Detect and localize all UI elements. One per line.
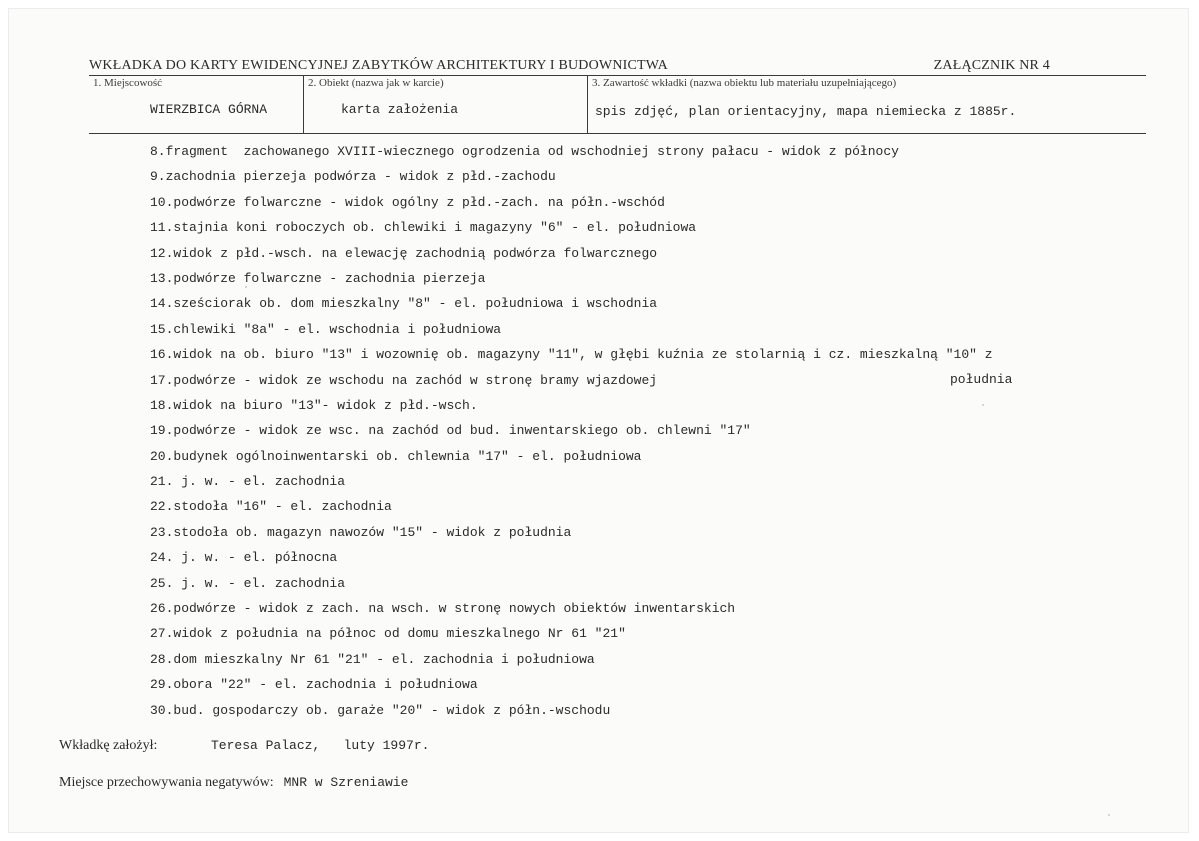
storage-value: MNR w Szreniawie xyxy=(283,775,409,790)
founder-label: Wkładkę założył: xyxy=(59,738,158,753)
list-item: 29.obora "22" - el. zachodnia i południowa xyxy=(150,677,478,693)
contents-cell xyxy=(587,76,1147,133)
object-value: karta założenia xyxy=(341,102,459,117)
list-item: 19.podwórze - widok ze wsc. na zachód od bud. inwentarskiego ob. chlewni "17" xyxy=(150,423,751,439)
list-item: 9.zachodnia pierzeja podwórza - widok z płd.-zachodu xyxy=(150,169,556,185)
list-item: 18.widok na biuro "13"- widok z płd.-wsch. xyxy=(150,397,478,413)
paper-speck xyxy=(982,404,984,406)
list-item: 13.podwórze folwarczne - zachodnia pierzeja xyxy=(150,270,486,286)
contents-label: 3. Zawartość wkładki (nazwa obiektu lub materiału uzupełniającego) xyxy=(592,77,897,89)
list-item: 23.stodoła ob. magazyn nawozów "15" - widok z południa xyxy=(150,524,572,540)
header-fields-table xyxy=(89,75,1146,134)
list-item: 24. j. w. - el. północna xyxy=(150,550,338,566)
list-item: 17.podwórze - widok ze wschodu na zachód w stronę bramy wjazdowej xyxy=(150,372,658,388)
document-sheet xyxy=(8,8,1189,833)
annex-number: ZAŁĄCZNIK NR 4 xyxy=(933,58,1050,73)
list-item: 10.podwórze folwarczne - widok ogólny z płd.-zach. na półn.-wschód xyxy=(150,194,665,210)
locality-cell xyxy=(89,76,303,133)
contents-value: spis zdjęć, plan orientacyjny, mapa niemiecka z 1885r. xyxy=(595,104,1017,119)
list-item: 21. j. w. - el. zachodnia xyxy=(150,474,346,490)
list-item: 22.stodoła "16" - el. zachodnia xyxy=(150,499,392,515)
photo-list xyxy=(150,143,1110,727)
item-16-continuation: południa xyxy=(950,372,1013,387)
object-label: 2. Obiekt (nazwa jak w karcie) xyxy=(308,77,444,89)
form-title: WKŁADKA DO KARTY EWIDENCYJNEJ ZABYTKÓW ARCHITEKTURY I BUDOWNICTWA xyxy=(89,58,668,73)
storage-line xyxy=(59,773,408,791)
locality-label: 1. Miejscowość xyxy=(93,77,163,89)
founder-line xyxy=(59,736,429,754)
storage-label: Miejsce przechowywania negatywów: xyxy=(59,775,274,790)
list-item: 12.widok z płd.-wsch. na elewację zachodnią podwórza folwarcznego xyxy=(150,245,658,261)
list-item: 26.podwórze - widok z zach. na wsch. w stronę nowych obiektów inwentarskich xyxy=(150,601,736,617)
list-item: 30.bud. gospodarczy ob. garaże "20" - widok z półn.-wschodu xyxy=(150,702,611,718)
list-item: 15.chlewiki "8a" - el. wschodnia i południowa xyxy=(150,321,502,337)
list-item: 20.budynek ogólnoinwentarski ob. chlewnia "17" - el. południowa xyxy=(150,448,642,464)
paper-speck xyxy=(245,286,247,288)
form-header xyxy=(89,58,1146,76)
list-item: 14.sześciorak ob. dom mieszkalny "8" - el. południowa i wschodnia xyxy=(150,296,658,312)
object-cell xyxy=(303,76,588,133)
list-item: 11.stajnia koni roboczych ob. chlewiki i magazyny "6" - el. południowa xyxy=(150,220,697,236)
paper-speck xyxy=(1108,814,1110,816)
list-item: 25. j. w. - el. zachodnia xyxy=(150,575,346,591)
founder-value: Teresa Palacz, luty 1997r. xyxy=(211,738,430,753)
locality-value: WIERZBICA GÓRNA xyxy=(150,102,268,117)
list-item: 27.widok z południa na północ od domu mieszkalnego Nr 61 "21" xyxy=(150,626,626,642)
list-item: 28.dom mieszkalny Nr 61 "21" - el. zachodnia i południowa xyxy=(150,651,595,667)
list-item: 8.fragment zachowanego XVIII-wiecznego ogrodzenia od wschodniej strony pałacu - widok z północy xyxy=(150,144,899,159)
list-item: 16.widok na ob. biuro "13" i wozownię ob. magazyny "11", w głębi kuźnia ze stolarnią i cz. mieszkalną "10" z xyxy=(150,347,993,363)
